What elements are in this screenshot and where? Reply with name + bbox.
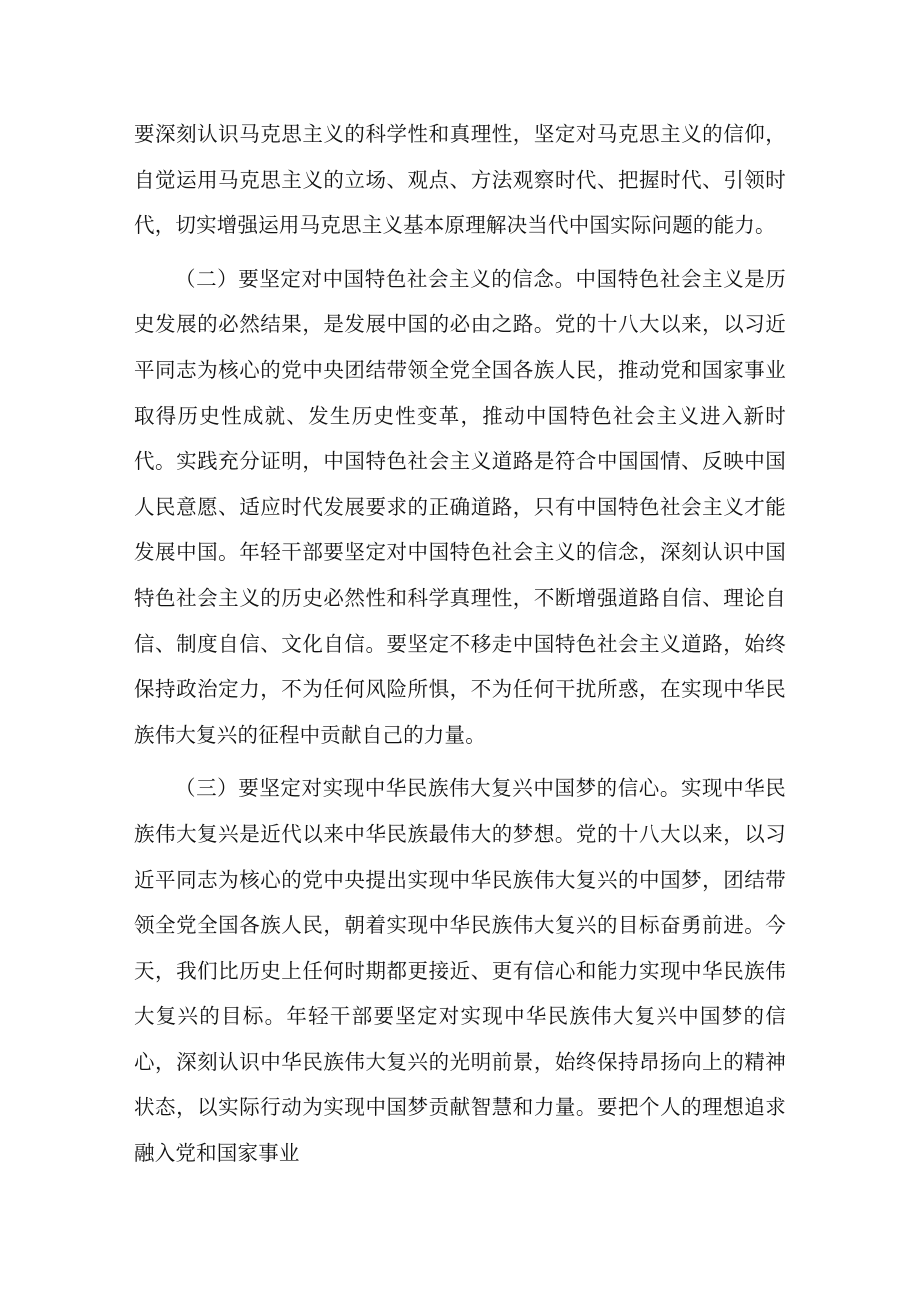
paragraph-section-two: （二）要坚定对中国特色社会主义的信念。中国特色社会主义是历史发展的必然结果，是发展中国的必由之路。党的十八大以来，以习近平同志为核心的党中央团结带领全党全国各族人民，推动党和国家事业取得历史性成就、发生历史性变革，推动中国特色社会主义进入新时代。实践充分证明，中国特色社会主义道路是符合中国国情、反映中国人民意愿、适应时代发展要求的正确道路，只有中国特色社会主义才能发展中国。年轻干部要坚定对中国特色社会主义的信念，深刻认识中国特色社会主义的历史必然性和科学真理性，不断增强道路自信、理论自信、制度自信、文化自信。要坚定不移走中国特色社会主义道路，始终保持政治定力，不为任何风险所惧，不为任何干扰所惑，在实现中华民族伟大复兴的征程中贡献自己的力量。 xyxy=(134,266,786,747)
document-body xyxy=(134,112,786,1185)
paragraph-continuation: 要深刻认识马克思主义的科学性和真理性，坚定对马克思主义的信仰，自觉运用马克思主义的立场、观点、方法观察时代、把握时代、引领时代，切实增强运用马克思主义基本原理解决当代中国实际问题的能力。 xyxy=(134,122,786,238)
paragraph-section-three: （三）要坚定对实现中华民族伟大复兴中国梦的信心。实现中华民族伟大复兴是近代以来中华民族最伟大的梦想。党的十八大以来，以习近平同志为核心的党中央提出实现中华民族伟大复兴的中国梦，团结带领全党全国各族人民，朝着实现中华民族伟大复兴的目标奋勇前进。今天，我们比历史上任何时期都更接近、更有信心和能力实现中华民族伟大复兴的目标。年轻干部要坚定对实现中华民族伟大复兴中国梦的信心，深刻认识中华民族伟大复兴的光明前景，始终保持昂扬向上的精神状态，以实际行动为实现中国梦贡献智慧和力量。要把个人的理想追求融入党和国家事业 xyxy=(134,776,786,1166)
